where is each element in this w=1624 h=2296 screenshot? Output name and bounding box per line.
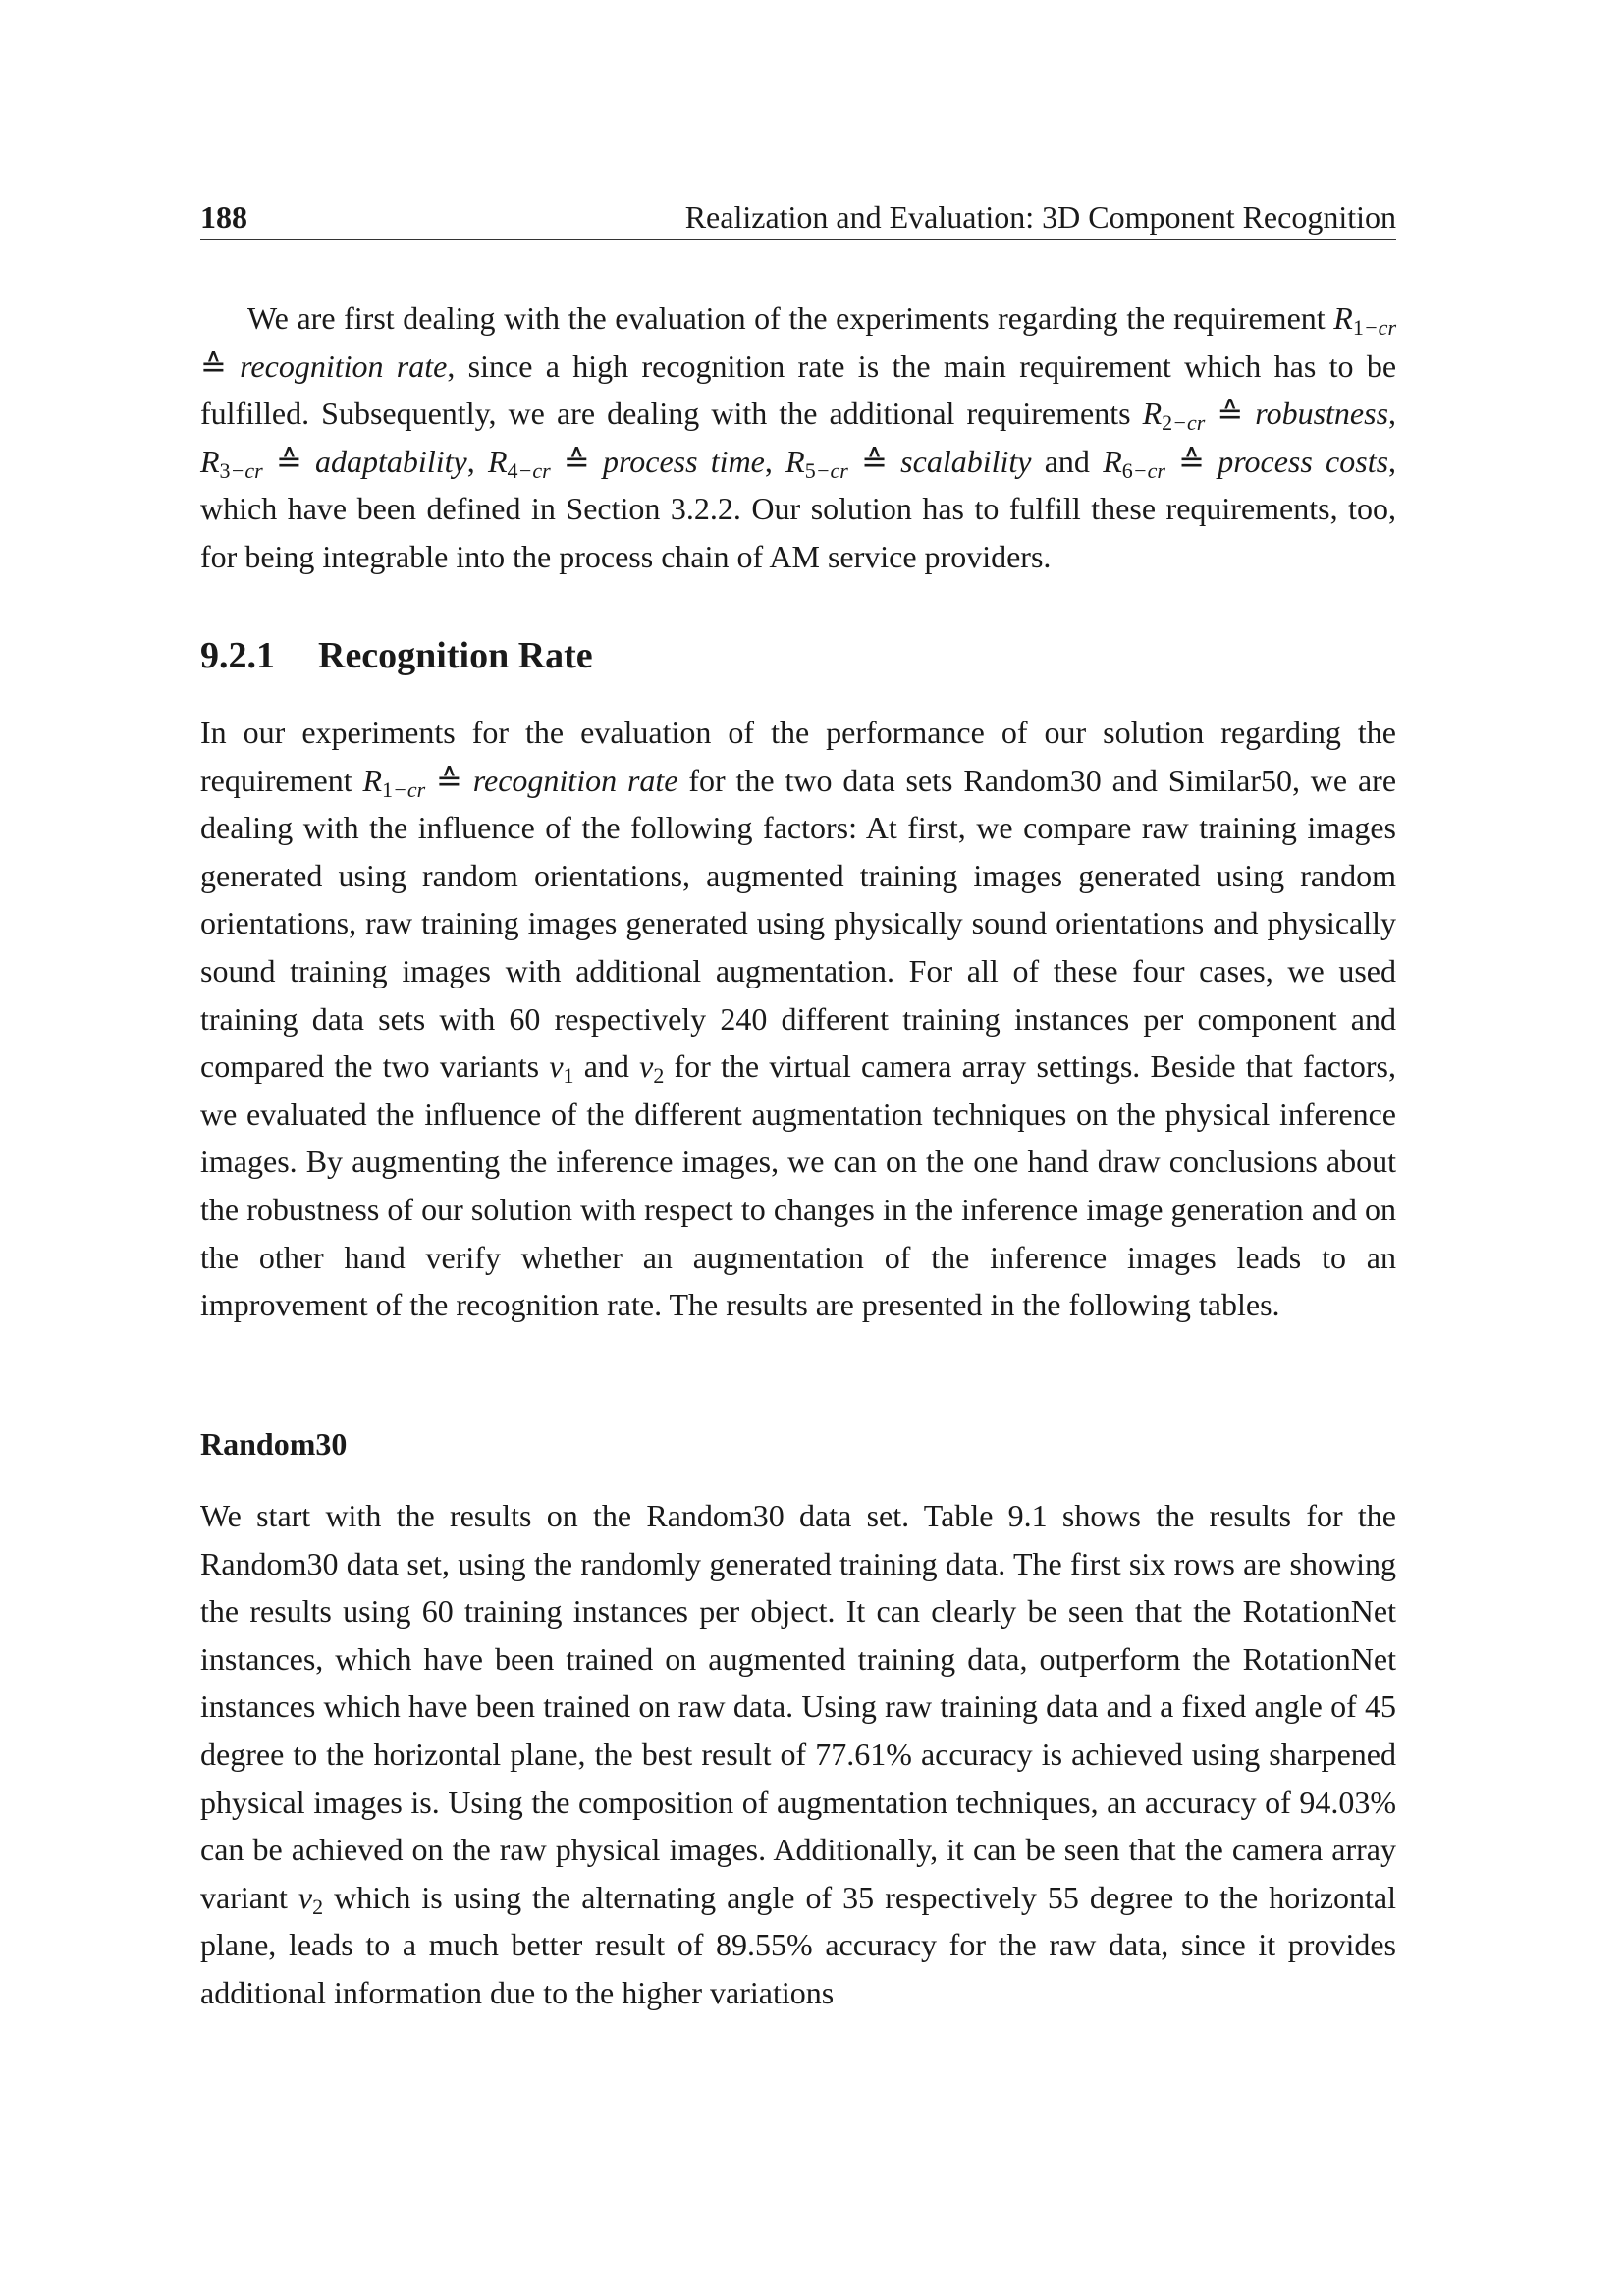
page-number: 188 <box>200 199 247 235</box>
subsection-heading: Random30 <box>200 1426 348 1462</box>
section-paragraph: In our experiments for the evaluation of the performance of our solution regarding the requirement $R_{1-cr}$ ≙ recognition rate for the two data sets Random30 and Similar50, we are dealing with the influence of the following factors: At first, we compare raw training images generated using random orientations, augmented training images generated using random orientations, raw training images generated using physically sound orientations and physically sound training images with additional augmentation. For all of these four cases, we used training data sets with 60 respectively 240 different training instances per component and compared the two variants $v_1$ and $v_2$ for the virtual camera array settings. Beside that factors, we evaluated the influence of the different augmentation techniques on the physical inference images. By augmenting the inference images, we can on the one hand draw conclusions about the robustness of our solution with respect to changes in the inference image generation and on the other hand verify whether an augmentation of the inference images leads to an improvement of the recognition rate. The results are presented in the following tables. <box>200 715 1397 1323</box>
running-title: Realization and Evaluation: 3D Component Recognition <box>684 199 1396 235</box>
random30-paragraph: We start with the results on the Random30 data set. Table 9.1 shows the results for the Random30 data set, using the randomly generated training data. The first six rows are showing the results using 60 training instances per object. It can clearly be seen that the RotationNet instances, which have been trained on augmented training data, outperform the RotationNet instances which have been trained on raw data. Using raw training data and a fixed angle of 45 degree to the horizontal plane, the best result of 77.61% accuracy is achieved using sharpened physical images is. Using the composition of augmentation techniques, an accuracy of 94.03% can be achieved on the raw physical images. Additionally, it can be seen that the camera array variant $v_2$ which is using the alternating angle of 35 respectively 55 degree to the horizontal plane, leads to a much better result of 89.55% accuracy for the raw data, since it provides additional information due to the higher variations <box>200 1498 1397 2010</box>
intro-paragraph: We are first dealing with the evaluation of the experiments regarding the requirement $R_{1-cr}$ ≙ recognition rate, since a high recognition rate is the main requirement which has to be fulfilled. Subsequently, we are dealing with the additional requirements $R_{2-cr}$ ≙ robustness, $R_{3-cr}$ ≙ adaptability, $R_{4-cr}$ ≙ process time, $R_{5-cr}$ ≙ scalability and $R_{6-cr}$ ≙ process costs, which have been defined in Section 3.2.2. Our solution has to fulfill these requirements, too, for being integrable into the process chain of AM service providers. <box>200 300 1397 574</box>
section-title: Recognition Rate <box>318 635 593 676</box>
section-number: 9.2.1 <box>200 635 275 676</box>
section-heading <box>200 634 593 677</box>
running-header <box>200 199 1396 240</box>
